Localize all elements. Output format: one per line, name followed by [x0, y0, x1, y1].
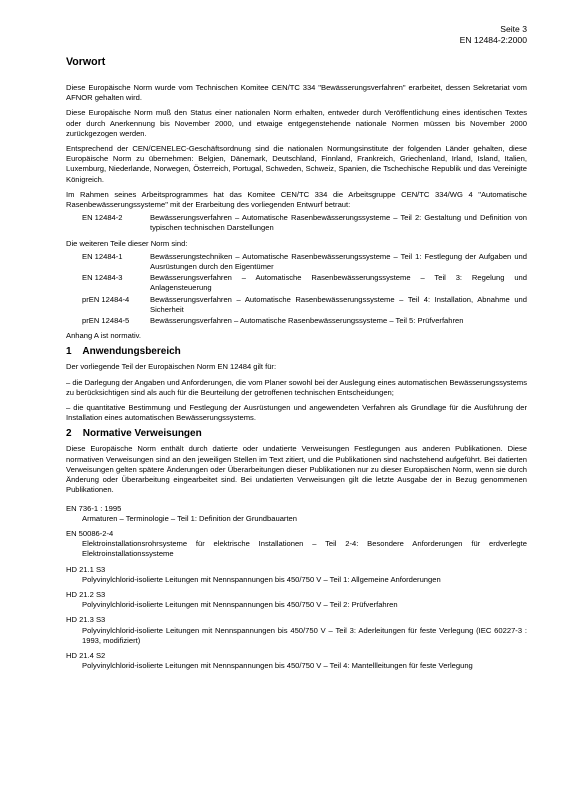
page-number: Seite 3 [500, 24, 527, 34]
normative-reference [66, 504, 527, 524]
page-header [460, 24, 527, 46]
standard-list-item [66, 295, 527, 315]
reference-title: Polyvinylchlorid-isolierte Leitungen mit Nennspannungen bis 450/750 V – Teil 2: Prüfverfahren [82, 600, 398, 610]
reference-code: EN 736-1 : 1995 [66, 503, 122, 513]
foreword-paragraph: Diese Europäische Norm wurde vom Technischen Komitee CEN/TC 334 "Bewässerungsverfahren" erarbeitet, dessen Sekretariat vom AFNOR gehalten wird. [66, 83, 527, 103]
foreword-paragraph: Entsprechend der CEN/CENELEC-Geschäftsordnung sind die nationalen Normungsinstitute der folgenden Länder gehalten, diese Europäische Norm zu übernehmen: Belgien, Dänemark, Deutschland, Finnland, Frankreich, Griechenland, Irland, Island, Italien, Luxemburg, Niederlande, Norwegen, Österreich, Portugal, Schweden, Schweiz, Spanien, die Tschechische Republik und das Vereinigte Königreich. [66, 144, 527, 184]
standard-code: EN 12484-2 [82, 213, 123, 223]
document-number: EN 12484-2:2000 [459, 35, 527, 45]
standard-code: EN 12484-3 [82, 273, 123, 283]
normative-reference [66, 651, 527, 671]
section-paragraph: Diese Europäische Norm enthält durch datierte oder undatierte Verweisungen Festlegungen aus anderen Publikationen. Diese normativen Verweisungen sind an den jeweiligen Stellen im Text zitiert, und die Publikationen sind nachstehend aufgeführt. Bei datierten Verweisungen gelten spätere Änderungen oder Überarbeitungen dieser Publikationen nur zu dieser Europäischen Norm, wenn sie durch Änderung oder Überarbeitung eingearbeitet sind. Bei undatierten Verweisungen gilt die letzte Ausgabe der in Bezug genommenen Publikationen. [66, 444, 527, 495]
standard-title: Bewässerungsverfahren – Automatische Rasenbewässerungssysteme – Teil 4: Installation, Abnahme und Sicherheit [150, 294, 527, 314]
reference-title: Polyvinylchlorid-isolierte Leitungen mit Nennspannungen bis 450/750 V – Teil 1: Allgemeine Anforderungen [82, 574, 441, 584]
standard-list-item [66, 252, 527, 272]
section-title: Anwendungsbereich [82, 346, 181, 358]
standard-list-item [66, 273, 527, 293]
reference-code: HD 21.3 S3 [66, 615, 106, 625]
standard-list [66, 252, 527, 326]
reference-code: HD 21.4 S2 [66, 650, 106, 660]
standard-code: prEN 12484-4 [82, 294, 130, 304]
document-body [66, 56, 527, 676]
reference-title: Polyvinylchlorid-isolierte Leitungen mit Nennspannungen bis 450/750 V – Teil 3: Aderleitungen für feste Verlegung (IEC 60227-3 : 1993, modifiziert) [82, 625, 527, 645]
foreword-paragraph: Die weiteren Teile dieser Norm sind: [66, 238, 188, 248]
normative-reference [66, 565, 527, 585]
standard-code: EN 12484-1 [82, 251, 123, 261]
section-paragraph: Der vorliegende Teil der Europäischen Norm EN 12484 gilt für: [66, 362, 277, 372]
foreword-paragraph: Diese Europäische Norm muß den Status einer nationalen Norm erhalten, entweder durch Veröffentlichung eines identischen Textes oder durch Anerkennung bis November 2000, und etwaige entgegenstehende nationale Normen müssen bis November 2000 zurückgezogen werden. [66, 108, 527, 138]
reference-title: Polyvinylchlorid-isolierte Leitungen mit Nennspannungen bis 450/750 V – Teil 4: Mantellleitungen für feste Verlegung [82, 661, 473, 671]
standard-title: Bewässerungstechniken – Automatische Rasenbewässerungssysteme – Teil 1: Festlegung der Aufgaben und Ausrüstungen durch den Eigentümer [150, 251, 527, 272]
reference-code: HD 21.2 S3 [66, 589, 106, 599]
section-number: 1 [66, 346, 72, 358]
standard-list [66, 213, 527, 233]
standard-title: Bewässerungsverfahren – Automatische Rasenbewässerungssysteme – Teil 2: Gestaltung und Definition von typischen technischen Darstellungen [150, 213, 527, 233]
reference-code: HD 21.1 S3 [66, 564, 106, 574]
normative-reference [66, 590, 527, 610]
section-number: 2 [66, 428, 72, 440]
dash-list-item: – die Darlegung der Angaben und Anforderungen, die vom Planer sowohl bei der Auslegung eines automatischen Bewässerungssystems zu berücksichtigen sind als auch für die Beurteilung der getroffenen technischen Entscheidungen; [66, 377, 527, 397]
section-heading [66, 346, 527, 358]
normative-reference [66, 615, 527, 646]
reference-title: Elektroinstallationsrohrsysteme für elektrische Installationen – Teil 2-4: Besondere Anforderungen für erdverlegte Elektroinstallationssysteme [82, 539, 527, 559]
foreword-paragraph: Anhang A ist normativ. [66, 331, 141, 341]
standard-title: Bewässerungsverfahren – Automatische Rasenbewässerungssysteme – Teil 5: Prüfverfahren [150, 316, 464, 326]
reference-code: EN 50086-2-4 [66, 528, 114, 538]
dash-list-item: – die quantitative Bestimmung und Festlegung der Ausrüstungen und angewendeten Verfahren als Grundlage für die Ausführung der Installation eines automatischen Bewässerungssystems. [66, 403, 527, 423]
foreword-paragraph: Im Rahmen seines Arbeitsprogrammes hat das Komitee CEN/TC 334 die Arbeitsgruppe CEN/TC 334/WG 4 "Automatische Rasenbewässerungssysteme" mit der Erarbeitung des vorliegenden Entwurf betraut: [66, 189, 527, 210]
standard-title: Bewässerungsverfahren – Automatische Rasenbewässerungssysteme – Teil 3: Regelung und Anlagensteuerung [150, 273, 527, 293]
section-heading [66, 428, 527, 440]
standard-list-item [66, 213, 527, 233]
foreword-heading: Vorwort [66, 56, 106, 68]
standard-list-item [66, 316, 527, 326]
standard-code: prEN 12484-5 [82, 316, 130, 326]
reference-title: Armaturen – Terminologie – Teil 1: Definition der Grundbauarten [82, 513, 297, 523]
section-title: Normative Verweisungen [82, 428, 202, 440]
normative-reference [66, 529, 527, 560]
